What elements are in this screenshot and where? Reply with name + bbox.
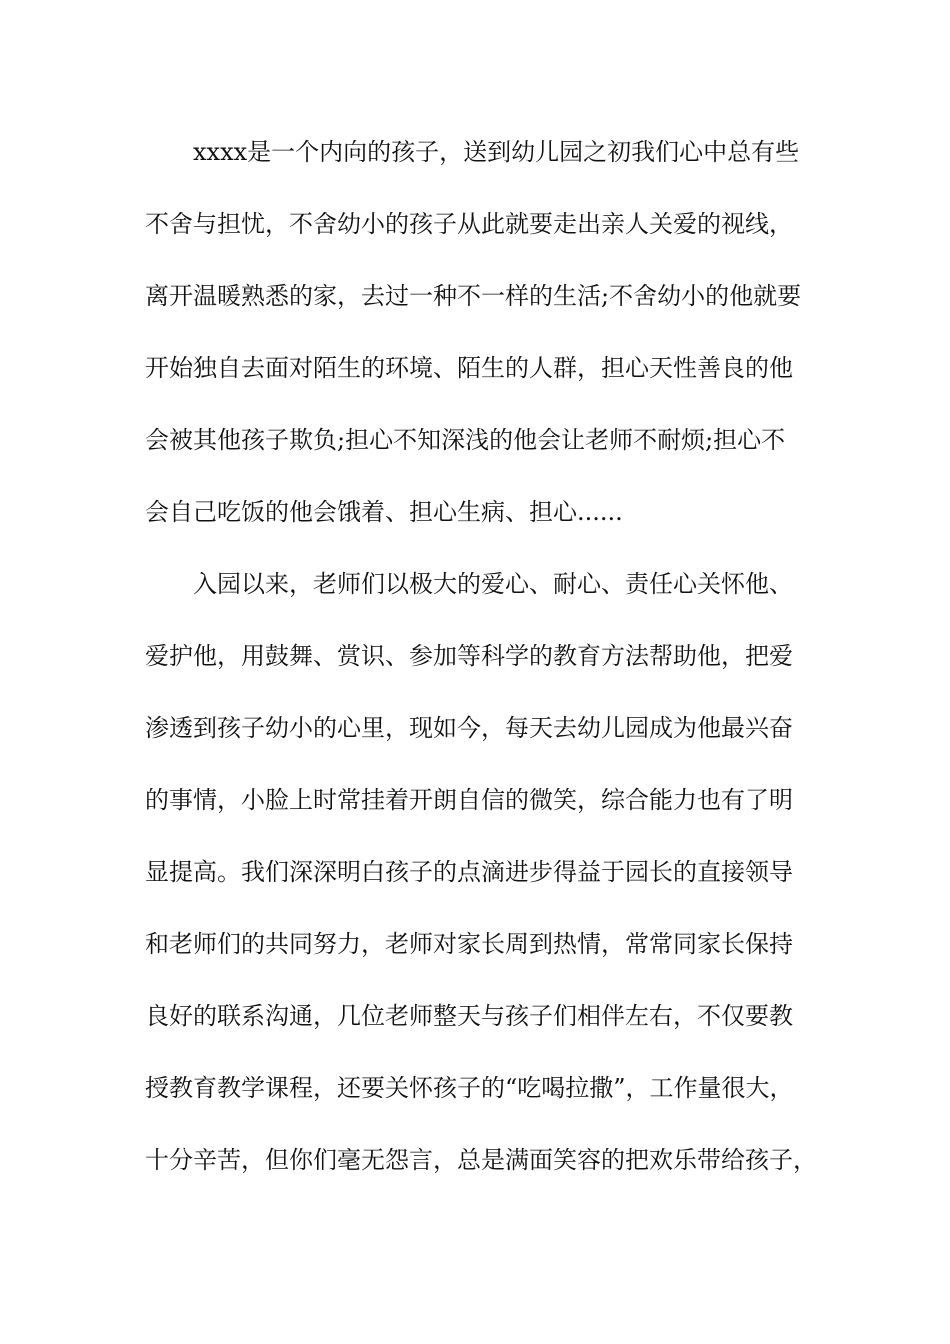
paragraph-1-line-5: 会被其他孩子欺负;担心不知深浅的他会让老师不耐烦;担心不 bbox=[145, 426, 786, 454]
paragraph-2-line-2: 爱护他，用鼓舞、赏识、参加等科学的教育方法帮助他，把爱 bbox=[145, 642, 793, 670]
paragraph-2-line-5: 显提高。我们深深明白孩子的点滴进步得益于园长的直接领导 bbox=[145, 858, 793, 886]
paragraph-2-line-3: 渗透到孩子幼小的心里，现如今，每天去幼儿园成为他最兴奋 bbox=[145, 714, 793, 742]
paragraph-2-line-8: 授教育教学课程，还要关怀孩子的“吃喝拉撒”，工作量很大， bbox=[145, 1074, 794, 1102]
paragraph-2-line-9: 十分辛苦，但你们毫无怨言，总是满面笑容的把欢乐带给孩子， bbox=[145, 1146, 817, 1174]
paragraph-1-line-2: 不舍与担忧，不舍幼小的孩子从此就要走出亲人关爱的视线， bbox=[145, 210, 793, 238]
paragraph-1-line-6: 会自己吃饭的他会饿着、担心生病、担心...... bbox=[145, 498, 623, 526]
paragraph-2-line-6: 和老师们的共同努力，老师对家长周到热情，常常同家长保持 bbox=[145, 930, 793, 958]
paragraph-1-line-3: 离开温暖熟悉的家，去过一种不一样的生活;不舍幼小的他就要 bbox=[145, 282, 802, 310]
paragraph-2-line-7: 良好的联系沟通，几位老师整天与孩子们相伴左右，不仅要教 bbox=[145, 1002, 793, 1030]
paragraph-2-line-1: 入园以来，老师们以极大的爱心、耐心、责任心关怀他、 bbox=[193, 570, 793, 598]
paragraph-1-line-1: xxxx是一个内向的孩子，送到幼儿园之初我们心中总有些 bbox=[193, 138, 800, 166]
paragraph-2-line-4: 的事情，小脸上时常挂着开朗自信的微笑，综合能力也有了明 bbox=[145, 786, 793, 814]
paragraph-1-line-4: 开始独自去面对陌生的环境、陌生的人群，担心天性善良的他 bbox=[145, 354, 793, 382]
